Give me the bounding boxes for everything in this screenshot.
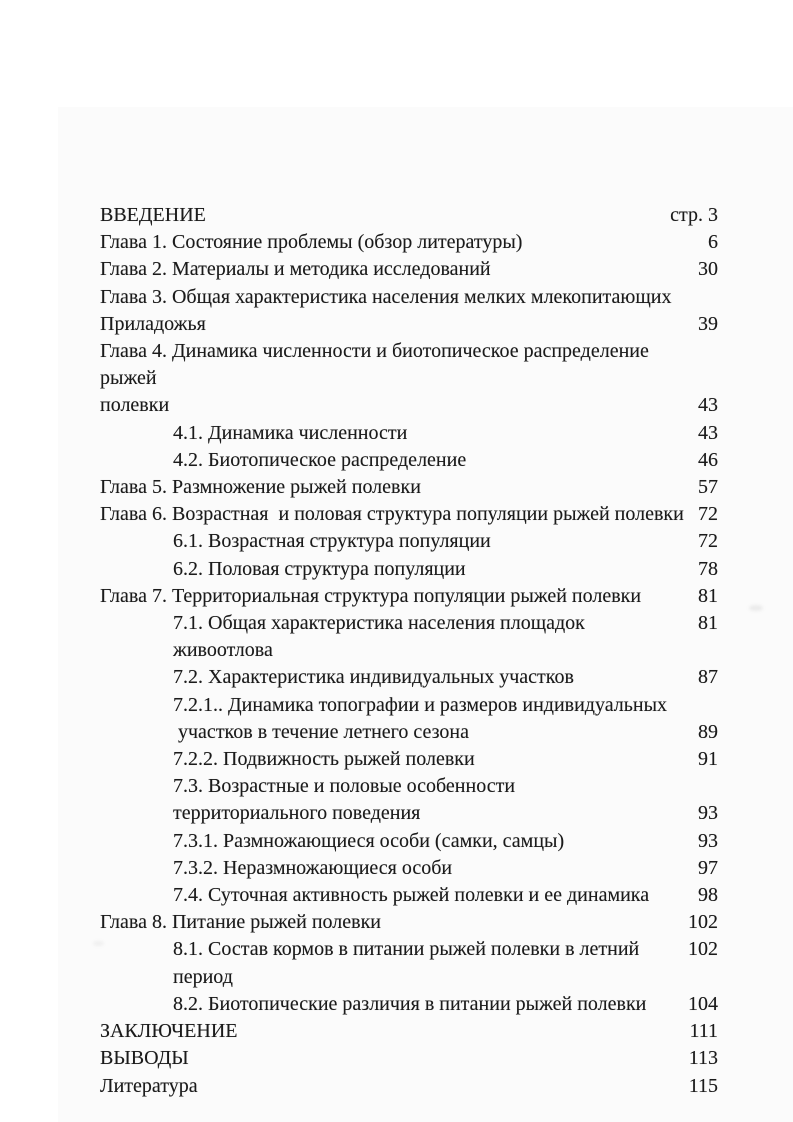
toc-row xyxy=(100,610,718,664)
toc-row xyxy=(100,420,718,447)
toc-row xyxy=(100,719,718,746)
toc-entry-label: 4.1. Динамика численности xyxy=(173,421,408,444)
toc-row xyxy=(100,800,718,827)
toc-entry-page: 30 xyxy=(698,258,718,281)
toc-entry-label: 7.3. Возрастные и половые особенности xyxy=(173,775,516,798)
toc-entry-label: 4.2. Биотопическое распределение xyxy=(173,448,467,471)
toc-entry-label: 6.2. Половая структура популяции xyxy=(173,557,466,580)
toc-entry-label: Глава 8. Питание рыжей полевки xyxy=(100,911,381,934)
toc-entry-page: 102 xyxy=(688,911,718,934)
toc-entry-label: 6.1. Возрастная структура популяции xyxy=(173,530,491,553)
toc-entry-label: участков в течение летнего сезона xyxy=(173,720,469,743)
toc-row xyxy=(100,828,718,855)
toc-row xyxy=(100,202,718,229)
toc-entry-page: 72 xyxy=(698,503,718,526)
toc-entry-label: 7.3.2. Неразмножающиеся особи xyxy=(173,856,453,879)
toc-entry-label: Глава 5. Размножение рыжей полевки xyxy=(100,476,421,499)
toc-row xyxy=(100,1073,718,1100)
toc-entry-label: 7.4. Суточная активность рыжей полевки и ее динамика xyxy=(173,884,650,907)
toc-entry-page: 93 xyxy=(698,829,718,852)
toc-entry-page: 43 xyxy=(698,394,718,417)
toc-entry-page: 46 xyxy=(698,448,718,471)
toc-row xyxy=(100,991,718,1018)
toc-entry-label: Глава 3. Общая характеристика населения мелких млекопитающих xyxy=(100,285,672,308)
toc-row xyxy=(100,664,718,691)
toc-entry-label: Литература xyxy=(100,1074,198,1097)
toc-entry-page: 97 xyxy=(698,856,718,879)
toc-row xyxy=(100,583,718,610)
toc-entry-page: 104 xyxy=(688,992,718,1015)
toc-entry-page: 72 xyxy=(698,530,718,553)
toc-entry-label: 7.2.2. Подвижность рыжей полевки xyxy=(173,748,475,771)
toc-row xyxy=(100,1018,718,1045)
toc-entry-label: Глава 2. Материалы и методика исследований xyxy=(100,258,491,281)
toc-entry-label: 7.2. Характеристика индивидуальных участков xyxy=(173,666,574,689)
toc-entry-label: ВЫВОДЫ xyxy=(100,1047,189,1070)
toc-entry-label: Приладожья xyxy=(100,312,206,335)
toc-entry-label: 8.2. Биотопические различия в питании рыжей полевки xyxy=(173,992,647,1015)
toc-row xyxy=(100,284,718,311)
toc-entry-label: 7.2.1.. Динамика топографии и размеров индивидуальных xyxy=(173,693,668,716)
toc-entry-page: 57 xyxy=(698,476,718,499)
toc-entry-page: 111 xyxy=(689,1020,718,1043)
toc-entry-page: 91 xyxy=(698,748,718,771)
toc-row xyxy=(100,501,718,528)
toc-entry-label: Глава 1. Состояние проблемы (обзор литературы) xyxy=(100,231,523,254)
toc-entry-page: 113 xyxy=(688,1047,718,1070)
toc-row xyxy=(100,936,718,990)
toc-row xyxy=(100,1045,718,1072)
toc-row xyxy=(100,311,718,338)
toc-entry-label: ЗАКЛЮЧЕНИЕ xyxy=(100,1020,238,1043)
toc-row xyxy=(100,474,718,501)
toc-row xyxy=(100,528,718,555)
toc-row xyxy=(100,256,718,283)
toc-entry-page: 6 xyxy=(708,231,718,254)
toc-row xyxy=(100,338,718,392)
toc-entry-page: 87 xyxy=(698,666,718,689)
toc-row xyxy=(100,392,718,419)
toc-entry-page: 93 xyxy=(698,802,718,825)
toc-entry-page: 43 xyxy=(698,421,718,444)
toc-entry-label: Глава 4. Динамика численности и биотопическое распределение рыжей xyxy=(100,340,654,390)
toc-row xyxy=(100,692,718,719)
toc-row xyxy=(100,229,718,256)
toc-entry-label: территориального поведения xyxy=(173,802,421,825)
toc-entry-page: 39 xyxy=(698,312,718,335)
toc-entry-label: 8.1. Состав кормов в питании рыжей полевки в летний период xyxy=(173,938,645,988)
toc-entry-page: 115 xyxy=(688,1074,718,1097)
toc-entry-page: 98 xyxy=(698,884,718,907)
toc-entry-label: 7.1. Общая характеристика населения площадок живоотлова xyxy=(173,612,590,662)
scan-noise xyxy=(749,605,763,611)
toc-entry-page: 78 xyxy=(698,557,718,580)
toc-row xyxy=(100,882,718,909)
toc-entry-page: 81 xyxy=(698,612,718,635)
toc-entry-label: 7.3.1. Размножающиеся особи (самки, самцы) xyxy=(173,829,565,852)
toc-row xyxy=(100,447,718,474)
toc-row xyxy=(100,556,718,583)
toc-entry-page: 102 xyxy=(688,938,718,961)
toc-entry-page: стр. 3 xyxy=(670,204,718,226)
toc-entry-label: Глава 7. Территориальная структура популяции рыжей полевки xyxy=(100,584,642,607)
toc-row xyxy=(100,773,718,800)
toc-entry-page: 89 xyxy=(698,720,718,743)
toc-entry-label: полевки xyxy=(100,394,170,417)
table-of-contents xyxy=(100,202,718,1100)
toc-row xyxy=(100,855,718,882)
toc-entry-label: ВВЕДЕНИЕ xyxy=(100,204,206,226)
toc-row xyxy=(100,909,718,936)
toc-row xyxy=(100,746,718,773)
toc-entry-page: 81 xyxy=(698,584,718,607)
toc-entry-label: Глава 6. Возрастная и половая структура популяции рыжей полевки xyxy=(100,503,684,526)
